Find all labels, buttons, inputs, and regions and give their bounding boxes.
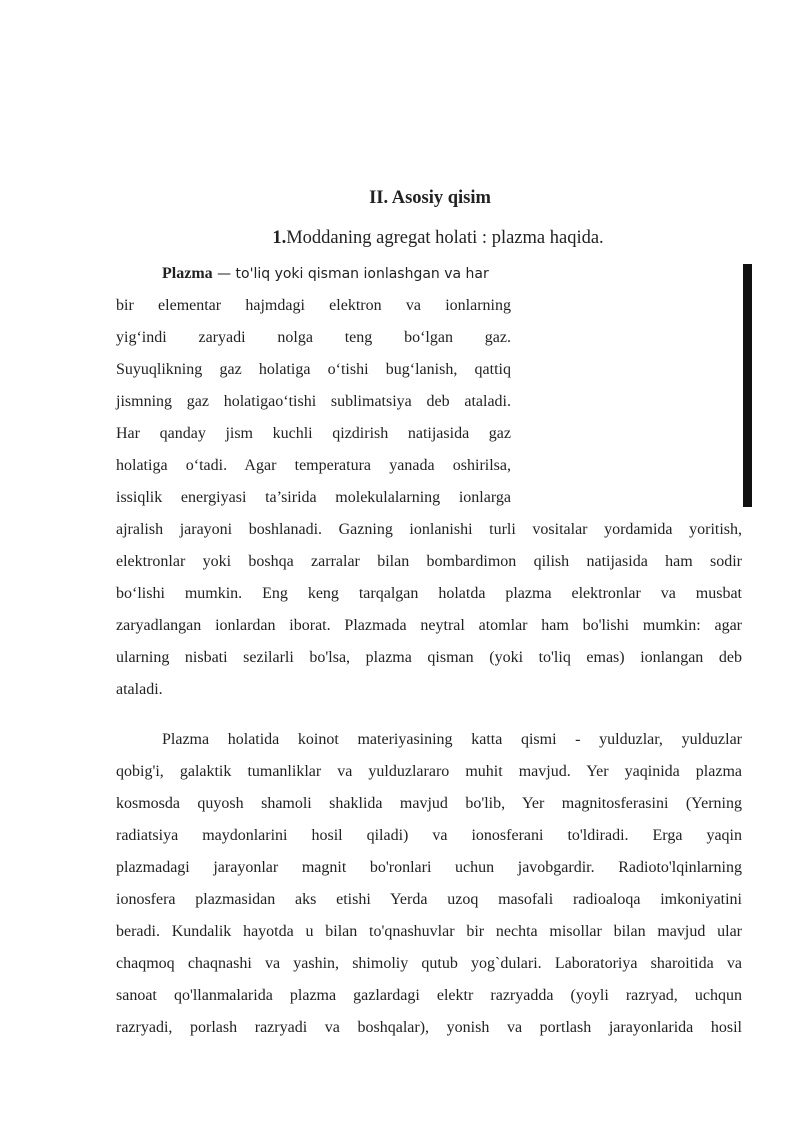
paragraph-line: bo‘lishi mumkin. Eng keng tarqalgan holatda plazma elektronlar va musbat [116,585,742,602]
intro-line: bir elementar hajmdagi elektron va ionlarning [116,297,511,314]
paragraph-2 [116,724,742,1044]
paragraph-line: zaryadlangan ionlardan iborat. Plazmada neytral atomlar ham bo'lishi mumkin: agar [116,617,742,634]
section-heading: II. Asosiy qisim [369,188,491,208]
intro-column [116,258,511,514]
intro-line: jismning gaz holatigao‘tishi sublimatsiya deb ataladi. [116,393,511,410]
paragraph-line: ularning nisbati sezilarli bo'lsa, plazma qisman (yoki to'liq emas) ionlangan deb [116,649,742,666]
paragraph-line: beradi. Kundalik hayotda u bilan to'qnashuvlar bir nechta misollar bilan mavjud ular [116,923,742,940]
paragraph-line: razryadi, porlash razryadi va boshqalar), yonish va portlash jarayonlarida hosil [116,1019,742,1036]
paragraph-line: kosmosda quyosh shamoli shaklida mavjud bo'lib, Yer magnitosferasini (Yerning [116,795,742,812]
paragraph-line: Plazma holatida koinot materiyasining katta qismi - yulduzlar, yulduzlar [162,731,742,748]
term-plazma: Plazma [162,265,213,282]
image-placeholder-bar [743,264,752,507]
paragraph-line: elektronlar yoki boshqa zarralar bilan bombardimon qilish natijasida ham sodir [116,553,742,570]
intro-first-line [116,258,511,290]
term-definition: — to'liq yoki qisman ionlashgan va har [212,266,489,282]
subsection-title: Moddaning agregat holati : plazma haqida. [286,228,604,248]
paragraph-line: ajralish jarayoni boshlanadi. Gazning ionlanishi turli vositalar yordamida yoritish, [116,521,742,538]
paragraph-line: chaqmoq chaqnashi va yashin, shimoliy qutub yog`dulari. Laboratoriya sharoitida va [116,955,742,972]
paragraph-line: qobig'i, galaktik tumanliklar va yulduzlararo muhit mavjud. Yer yaqinida plazma [116,763,742,780]
intro-line: issiqlik energiyasi ta’sirida molekulalarning ionlarga [116,489,511,506]
paragraph-1 [116,514,742,706]
paragraph-line: ataladi. [116,681,163,698]
paragraph-line: radiatsiya maydonlarini hosil qiladi) va ionosferani to'ldiradi. Erga yaqin [116,827,742,844]
paragraph-line: ionosfera plazmasidan aks etishi Yerda uzoq masofali radioaloqa imkoniyatini [116,891,742,908]
paragraph-line: sanoat qo'llanmalarida plazma gazlardagi elektr razryadda (yoyli razryad, uchqun [116,987,742,1004]
intro-line: holatiga o‘tadi. Agar temperatura yanada oshirilsa, [116,457,511,474]
intro-line: Suyuqlikning gaz holatiga o‘tishi bug‘lanish, qattiq [116,361,511,378]
subsection-number: 1. [272,228,287,248]
intro-line: yig‘indi zaryadi nolga teng bo‘lgan gaz. [116,329,511,346]
paragraph-line: plazmadagi jarayonlar magnit bo'ronlari uchun javobgardir. Radioto'lqinlarning [116,859,742,876]
subsection-heading [38,228,800,249]
intro-line: Har qanday jism kuchli qizdirish natijasida gaz [116,425,511,442]
